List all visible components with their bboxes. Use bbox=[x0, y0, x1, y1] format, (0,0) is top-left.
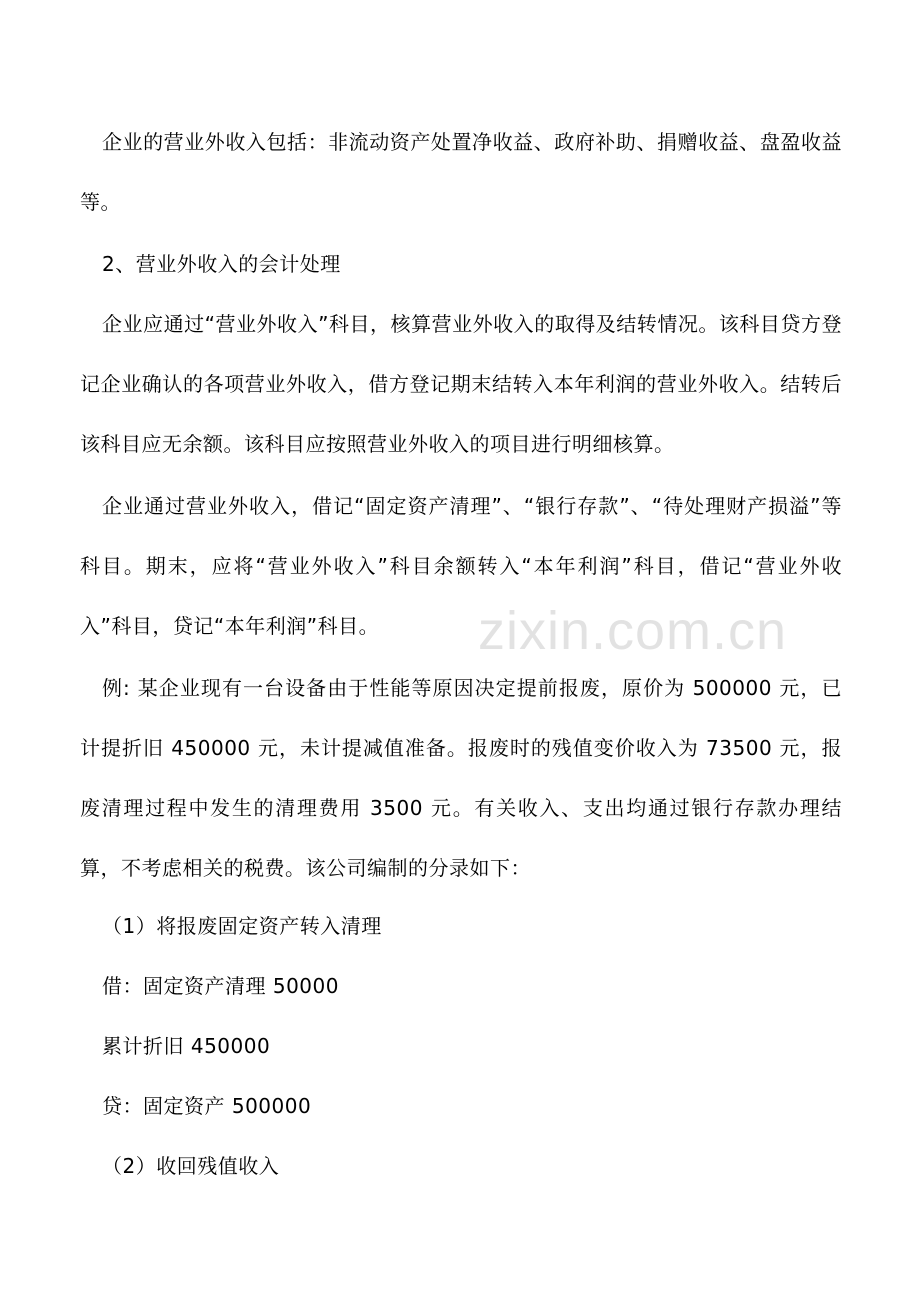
journal-line-depreciation: 累计折旧 450000 bbox=[102, 1034, 271, 1058]
watermark: zixin.com.cn bbox=[478, 601, 788, 661]
journal-line-debit: 借：固定资产清理 50000 bbox=[102, 974, 339, 998]
paragraph-entries: 企业通过营业外收入，借记“固定资产清理”、“银行存款”、“待处理财产损溢”等科目。期末，应将“营业外收入”科目余额转入“本年利润”科目，借记“营业外收入”科目，贷记“本年利润”科目。 bbox=[80, 494, 842, 638]
section-heading: 2、营业外收入的会计处理 bbox=[102, 252, 341, 276]
step-heading-1: （1）将报废固定资产转入清理 bbox=[102, 914, 382, 938]
paragraph-income-items: 企业的营业外收入包括：非流动资产处置净收益、政府补助、捐赠收益、盘盈收益等。 bbox=[80, 130, 842, 214]
journal-line-credit: 贷：固定资产 500000 bbox=[102, 1094, 312, 1118]
paragraph-example: 例: 某企业现有一台设备由于性能等原因决定提前报废，原价为 500000 元，已计提折旧 450000 元，未计提减值准备。报废时的残值变价收入为 73500 元，报废清理过程中发生的清理费用 3500 元。有关收入、支出均通过银行存款办理结算，不考虑相关的税费。该公司编制的分录如下： bbox=[80, 676, 842, 880]
step-heading-2: （2）收回残值收入 bbox=[102, 1154, 280, 1178]
paragraph-account-description: 企业应通过“营业外收入”科目，核算营业外收入的取得及结转情况。该科目贷方登记企业确认的各项营业外收入，借方登记期末结转入本年利润的营业外收入。结转后该科目应无余额。该科目应按照营业外收入的项目进行明细核算。 bbox=[80, 312, 842, 456]
